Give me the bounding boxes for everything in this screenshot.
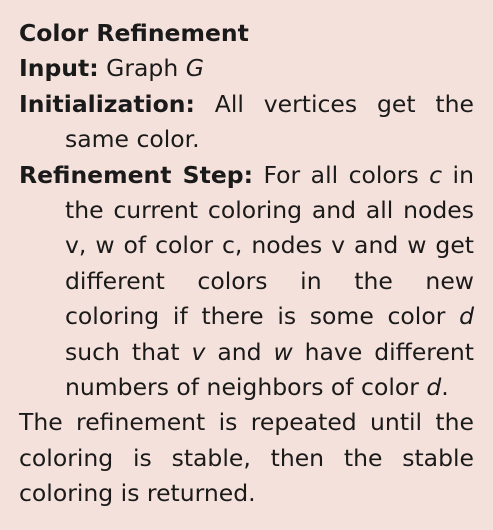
refinement-label: Refinement Step: <box>19 160 254 189</box>
refinement-text-5: have different numbers of neighbors of color <box>65 337 475 402</box>
conclusion-text: The refinement is repeated until the coloring is stable, then the stable coloring is returned. <box>19 408 474 508</box>
refinement-var-c: c <box>429 160 443 189</box>
refinement-step <box>19 158 474 406</box>
algorithm-title: Color Refinement <box>19 19 249 47</box>
initialization-text: All vertices get the same color. <box>65 89 474 154</box>
initialization-line <box>19 87 474 158</box>
refinement-text-4: and <box>205 337 274 366</box>
refinement-text-1: For all colors <box>263 160 430 189</box>
input-text: Graph <box>106 54 186 83</box>
input-var: G <box>185 54 204 83</box>
refinement-var-w: w <box>273 337 293 366</box>
refinement-text-2: in the current coloring and all nodes v, w of color c, nodes v and w get different colors in the new coloring if there is some color <box>65 160 474 331</box>
refinement-var-d2: d <box>426 373 442 402</box>
refinement-var-v: v <box>191 337 206 366</box>
initialization-label: Initialization: <box>19 89 195 118</box>
input-label: Input: <box>19 54 99 83</box>
refinement-text-3: such that <box>65 337 192 366</box>
refinement-var-d: d <box>459 302 474 331</box>
input-line <box>19 51 474 86</box>
refinement-text-6: . <box>441 373 449 402</box>
